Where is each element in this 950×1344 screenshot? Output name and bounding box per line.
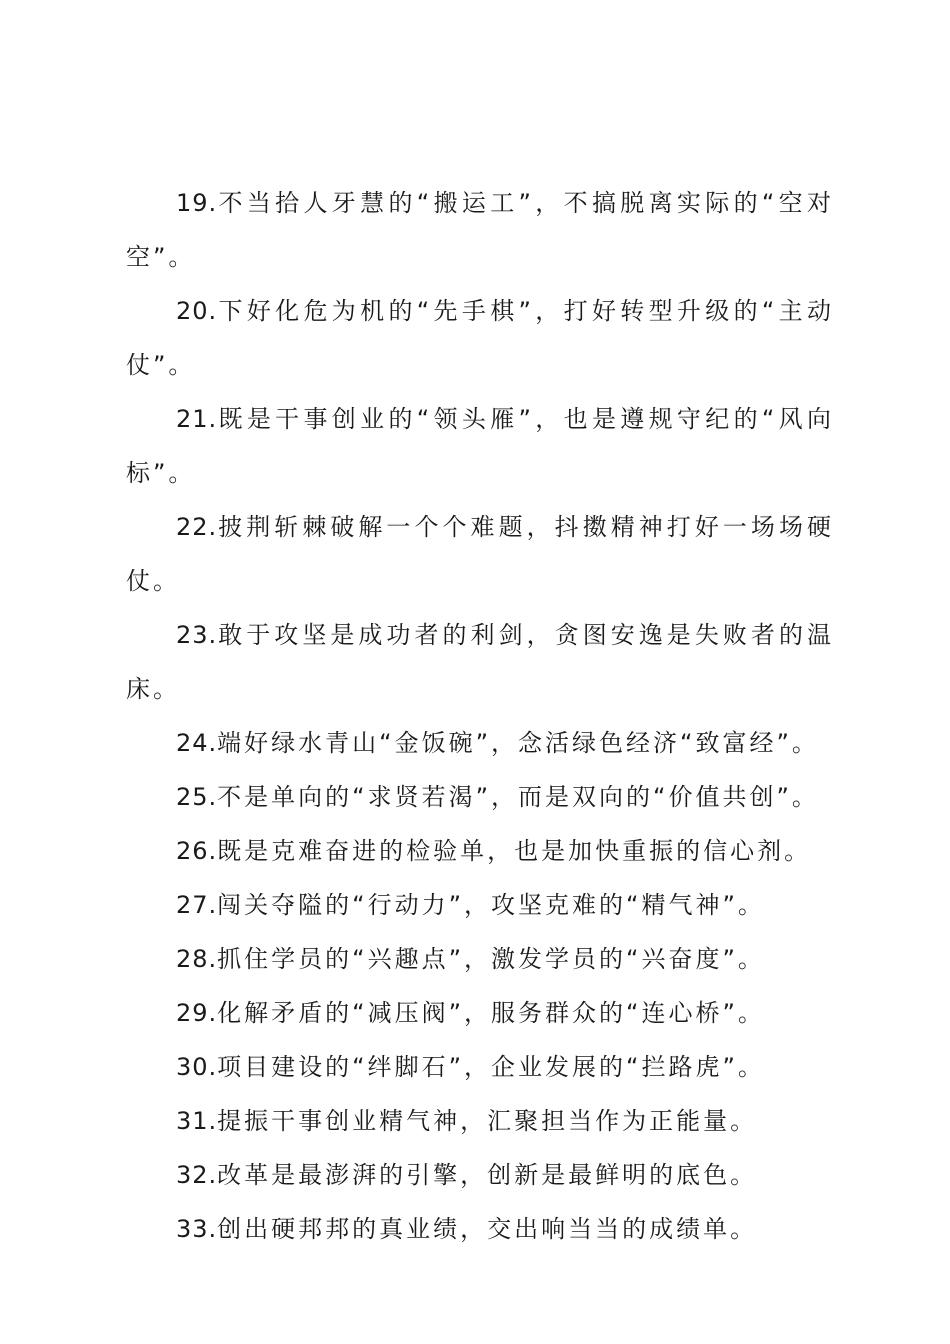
item-text: 既是干事创业的“领头雁”，也是遵规守纪的“风向标”。: [126, 405, 834, 487]
list-item: [126, 1202, 834, 1256]
document-body: [126, 176, 834, 1256]
item-number: 31.: [176, 1107, 218, 1135]
item-number: 29.: [176, 999, 218, 1027]
list-item: [126, 716, 834, 770]
item-text: 提振干事创业精气神，汇聚担当作为正能量。: [217, 1107, 758, 1135]
item-text: 既是克难奋进的检验单，也是加快重振的信心剂。: [217, 837, 812, 865]
list-item: [126, 878, 834, 932]
list-item: [126, 824, 834, 878]
item-text: 端好绿水青山“金饭碗”，念活绿色经济“致富经”。: [217, 729, 819, 757]
item-number: 22.: [176, 513, 218, 541]
item-text: 敢于攻坚是成功者的利剑，贪图安逸是失败者的温床。: [126, 621, 834, 703]
list-item: [126, 608, 834, 716]
item-text: 不是单向的“求贤若渴”，而是双向的“价值共创”。: [217, 783, 819, 811]
list-item: [126, 1148, 834, 1202]
item-text: 抓住学员的“兴趣点”，激发学员的“兴奋度”。: [217, 945, 765, 973]
item-text: 下好化危为机的“先手棋”，打好转型升级的“主动仗”。: [126, 297, 834, 379]
item-number: 20.: [176, 297, 218, 325]
item-text: 不当拾人牙慧的“搬运工”，不搞脱离实际的“空对空”。: [126, 189, 834, 271]
list-item: [126, 932, 834, 986]
list-item: [126, 1040, 834, 1094]
list-item: [126, 986, 834, 1040]
item-text: 披荆斩棘破解一个个难题，抖擞精神打好一场场硬仗。: [126, 513, 834, 595]
item-number: 32.: [176, 1161, 218, 1189]
item-number: 30.: [176, 1053, 218, 1081]
list-item: [126, 1094, 834, 1148]
item-number: 27.: [176, 891, 218, 919]
list-item: [126, 176, 834, 284]
item-number: 19.: [176, 189, 218, 217]
list-item: [126, 284, 834, 392]
item-number: 24.: [176, 729, 218, 757]
item-number: 33.: [176, 1215, 218, 1243]
item-text: 改革是最澎湃的引擎，创新是最鲜明的底色。: [217, 1161, 758, 1189]
item-text: 项目建设的“绊脚石”，企业发展的“拦路虎”。: [217, 1053, 765, 1081]
item-text: 闯关夺隘的“行动力”，攻坚克难的“精气神”。: [217, 891, 765, 919]
item-number: 23.: [176, 621, 218, 649]
item-number: 28.: [176, 945, 218, 973]
item-number: 26.: [176, 837, 218, 865]
list-item: [126, 392, 834, 500]
item-text: 化解矛盾的“减压阀”，服务群众的“连心桥”。: [217, 999, 765, 1027]
list-item: [126, 770, 834, 824]
item-number: 21.: [176, 405, 218, 433]
item-text: 创出硬邦邦的真业绩，交出响当当的成绩单。: [217, 1215, 758, 1243]
item-number: 25.: [176, 783, 218, 811]
list-item: [126, 500, 834, 608]
